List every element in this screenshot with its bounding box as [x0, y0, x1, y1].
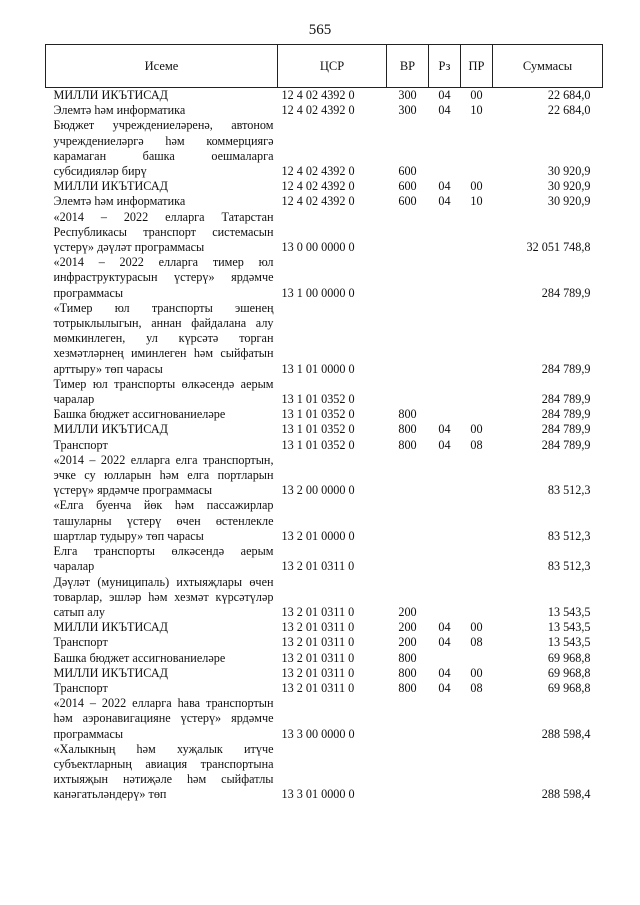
- cell-csr: 13 2 01 0311 0: [281, 620, 355, 635]
- cell-vr: 300: [398, 103, 417, 118]
- cell-pr: [461, 651, 493, 666]
- cell-name: «2014 – 2022 елларга һава транспортын һәм аэронавигацияне үстерү» ярдәмче программасы: [53, 696, 274, 741]
- cell-rz: 04: [438, 665, 451, 680]
- cell-sum: 284 789,9: [541, 422, 591, 437]
- header-pr: ПР: [461, 45, 493, 88]
- cell-csr: 12 4 02 4392 0: [281, 103, 355, 118]
- table-row: [46, 635, 603, 650]
- cell-name: Транспорт: [53, 437, 108, 452]
- cell-pr: 00: [470, 179, 483, 194]
- cell-pr: [461, 210, 493, 256]
- cell-sum: 284 789,9: [541, 361, 591, 376]
- table-row: [46, 438, 603, 453]
- table-row: [46, 575, 603, 621]
- cell-name: «2014 – 2022 елларга Татарстан Республикасы транспорт системасын үстерү» дәүләт программасы: [53, 209, 274, 255]
- cell-vr: [387, 301, 429, 377]
- cell-name: МИЛЛИ ИКЪТИСАД: [53, 620, 168, 635]
- cell-csr: 13 0 00 0000 0: [281, 240, 355, 255]
- cell-rz: [429, 255, 461, 301]
- cell-vr: 300: [398, 88, 417, 102]
- cell-vr: [387, 210, 429, 256]
- cell-rz: 04: [438, 194, 451, 209]
- cell-vr: 600: [398, 164, 417, 179]
- table-row: [46, 301, 603, 377]
- cell-rz: [429, 377, 461, 407]
- table-row: [46, 179, 603, 194]
- cell-pr: 08: [470, 635, 483, 650]
- cell-rz: 04: [438, 680, 451, 695]
- header-rz: Рз: [429, 45, 461, 88]
- table-row: [46, 453, 603, 499]
- table-row: [46, 103, 603, 118]
- cell-rz: [429, 118, 461, 179]
- cell-sum: 22 684,0: [547, 103, 591, 118]
- cell-name: Элемтә һәм информатика: [53, 103, 186, 118]
- cell-name: «Халыкның һәм хуҗалык итүче субъектларның авиация транспортына ихтыяҗын нәтиҗәле һәм сыйфатлы канәгатьләндерү» төп: [53, 741, 274, 802]
- cell-vr: [387, 377, 429, 407]
- cell-vr: [387, 696, 429, 742]
- cell-vr: [387, 544, 429, 574]
- cell-csr: 13 2 00 0000 0: [281, 483, 355, 498]
- table-row: [46, 377, 603, 407]
- cell-rz: 04: [438, 422, 451, 437]
- cell-rz: [429, 301, 461, 377]
- cell-pr: 00: [470, 422, 483, 437]
- cell-csr: 12 4 02 4392 0: [281, 164, 355, 179]
- cell-name: Дәүләт (муниципаль) ихтыяҗлары өчен товарлар, эшләр һәм хезмәт күрсәтүләр сатып алу: [53, 574, 274, 619]
- cell-vr: [387, 742, 429, 803]
- header-csr: ЦСР: [278, 45, 387, 88]
- cell-rz: [429, 453, 461, 499]
- cell-rz: [429, 407, 461, 422]
- cell-rz: 04: [438, 437, 451, 452]
- cell-name: Елга транспорты өлкәсендә аерым чаралар: [53, 544, 274, 574]
- table-row: [46, 255, 603, 301]
- cell-pr: [461, 255, 493, 301]
- cell-name: МИЛЛИ ИКЪТИСАД: [53, 665, 168, 680]
- cell-rz: 04: [438, 635, 451, 650]
- cell-sum: 284 789,9: [541, 392, 591, 407]
- table-row: [46, 118, 603, 179]
- cell-sum: 69 968,8: [547, 650, 591, 665]
- table-row: [46, 422, 603, 437]
- cell-name: Башка бюджет ассигнованиеләре: [53, 650, 226, 665]
- cell-name: МИЛЛИ ИКЪТИСАД: [53, 179, 168, 194]
- cell-csr: 13 3 00 0000 0: [281, 726, 355, 741]
- cell-vr: 800: [398, 407, 417, 422]
- cell-rz: 04: [438, 103, 451, 118]
- cell-rz: [429, 651, 461, 666]
- table-body: [46, 88, 603, 803]
- cell-csr: 13 1 01 0352 0: [281, 407, 355, 422]
- cell-name: «2014 – 2022 елларга елга транспортын, эчке су юлларын һәм елга портларын үстерү» ярдәмче программасы: [53, 452, 274, 498]
- table-header: [46, 45, 603, 88]
- cell-csr: 13 2 01 0311 0: [281, 650, 355, 665]
- table-row: [46, 742, 603, 803]
- cell-name: МИЛЛИ ИКЪТИСАД: [53, 422, 168, 437]
- table-row: [46, 407, 603, 422]
- cell-vr: 800: [398, 422, 417, 437]
- cell-name: «Тимер юл транспорты эшенең тотрыклылыгын, аннан файдалана алу мөмкинлеген, ул күрсәтә торган хезмәтләрнең иминлеген һәм сыйфатын арттыру» төп чарасы: [53, 300, 274, 376]
- header-name: Исеме: [46, 45, 278, 88]
- table-row: [46, 544, 603, 574]
- cell-vr: 800: [398, 437, 417, 452]
- cell-csr: 13 2 01 0311 0: [281, 604, 355, 619]
- cell-vr: 200: [398, 620, 417, 635]
- cell-vr: [387, 453, 429, 499]
- cell-csr: 13 1 01 0352 0: [281, 437, 355, 452]
- cell-name: Башка бюджет ассигнованиеләре: [53, 407, 226, 422]
- cell-vr: [387, 255, 429, 301]
- cell-pr: 08: [470, 680, 483, 695]
- cell-csr: 13 1 01 0352 0: [281, 392, 355, 407]
- header-sum: Суммасы: [493, 45, 603, 88]
- cell-vr: 800: [398, 680, 417, 695]
- cell-pr: 00: [470, 88, 483, 102]
- cell-vr: [387, 498, 429, 544]
- cell-csr: 13 3 01 0000 0: [281, 787, 355, 802]
- cell-name: «Елга буенча йөк һәм пассажирлар ташуларны үстерү өчен өстенлекле шартлар тудыру» төп чарасы: [53, 498, 274, 543]
- table-row: [46, 88, 603, 104]
- cell-name: Бюджет учреждениеләренә, автоном учреждениеләргә һәм коммерциягә карамаган башка оешмаларга субсидияләр бирү: [53, 118, 274, 179]
- table-row: [46, 210, 603, 256]
- page-number: 565: [308, 22, 332, 38]
- cell-sum: 13 543,5: [547, 635, 591, 650]
- cell-sum: 284 789,9: [541, 407, 591, 422]
- header-vr: ВР: [387, 45, 429, 88]
- cell-rz: [429, 210, 461, 256]
- cell-pr: [461, 453, 493, 499]
- cell-sum: 22 684,0: [547, 88, 591, 102]
- cell-pr: 00: [470, 620, 483, 635]
- cell-sum: 30 920,9: [547, 164, 591, 179]
- table-row: [46, 651, 603, 666]
- cell-sum: 30 920,9: [547, 179, 591, 194]
- cell-rz: 04: [438, 88, 451, 102]
- cell-csr: 13 2 01 0311 0: [281, 665, 355, 680]
- table-row: [46, 194, 603, 209]
- cell-pr: [461, 407, 493, 422]
- cell-csr: 13 2 01 0311 0: [281, 635, 355, 650]
- cell-vr: 600: [398, 194, 417, 209]
- cell-rz: [429, 544, 461, 574]
- cell-csr: 13 1 01 0000 0: [281, 361, 355, 376]
- table-row: [46, 666, 603, 681]
- cell-pr: 10: [470, 194, 483, 209]
- cell-name: Транспорт: [53, 635, 108, 650]
- cell-pr: [461, 377, 493, 407]
- cell-pr: 10: [470, 103, 483, 118]
- cell-sum: 284 789,9: [541, 437, 591, 452]
- cell-sum: 13 543,5: [547, 620, 591, 635]
- cell-vr: 600: [398, 179, 417, 194]
- cell-sum: 288 598,4: [541, 787, 591, 802]
- cell-pr: [461, 498, 493, 544]
- table-row: [46, 498, 603, 544]
- cell-name: Тимер юл транспорты өлкәсендә аерым чаралар: [53, 376, 274, 407]
- cell-csr: 13 1 01 0352 0: [281, 422, 355, 437]
- cell-vr: 800: [398, 665, 417, 680]
- cell-sum: 83 512,3: [547, 559, 591, 574]
- cell-rz: [429, 498, 461, 544]
- cell-sum: 13 543,5: [547, 604, 591, 619]
- cell-pr: [461, 301, 493, 377]
- cell-pr: [461, 118, 493, 179]
- cell-rz: [429, 696, 461, 742]
- cell-rz: [429, 742, 461, 803]
- cell-sum: 69 968,8: [547, 665, 591, 680]
- cell-pr: [461, 742, 493, 803]
- table-row: [46, 620, 603, 635]
- budget-table: [45, 44, 603, 803]
- cell-pr: [461, 696, 493, 742]
- cell-pr: 08: [470, 437, 483, 452]
- cell-vr: 200: [398, 635, 417, 650]
- cell-sum: 83 512,3: [547, 528, 591, 543]
- cell-csr: 12 4 02 4392 0: [281, 179, 355, 194]
- cell-rz: 04: [438, 620, 451, 635]
- cell-rz: [429, 575, 461, 621]
- cell-csr: 13 2 01 0311 0: [281, 680, 355, 695]
- cell-vr: 200: [398, 604, 417, 619]
- cell-csr: 13 2 01 0000 0: [281, 528, 355, 543]
- cell-csr: 12 4 02 4392 0: [281, 88, 355, 102]
- cell-sum: 83 512,3: [547, 483, 591, 498]
- cell-name: «2014 – 2022 елларга тимер юл инфраструктурасын үстерү» ярдәмче программасы: [53, 255, 274, 300]
- cell-vr: 800: [398, 650, 417, 665]
- cell-csr: 13 2 01 0311 0: [281, 559, 355, 574]
- cell-name: Элемтә һәм информатика: [53, 194, 186, 209]
- cell-pr: [461, 575, 493, 621]
- cell-sum: 30 920,9: [547, 194, 591, 209]
- table-row: [46, 681, 603, 696]
- cell-name: МИЛЛИ ИКЪТИСАД: [53, 88, 168, 102]
- table-row: [46, 696, 603, 742]
- cell-pr: [461, 544, 493, 574]
- cell-sum: 69 968,8: [547, 680, 591, 695]
- cell-csr: 12 4 02 4392 0: [281, 194, 355, 209]
- cell-sum: 284 789,9: [541, 285, 591, 300]
- cell-rz: 04: [438, 179, 451, 194]
- cell-sum: 288 598,4: [541, 726, 591, 741]
- cell-name: Транспорт: [53, 680, 108, 695]
- cell-pr: 00: [470, 665, 483, 680]
- cell-csr: 13 1 00 0000 0: [281, 285, 355, 300]
- cell-sum: 32 051 748,8: [526, 240, 591, 255]
